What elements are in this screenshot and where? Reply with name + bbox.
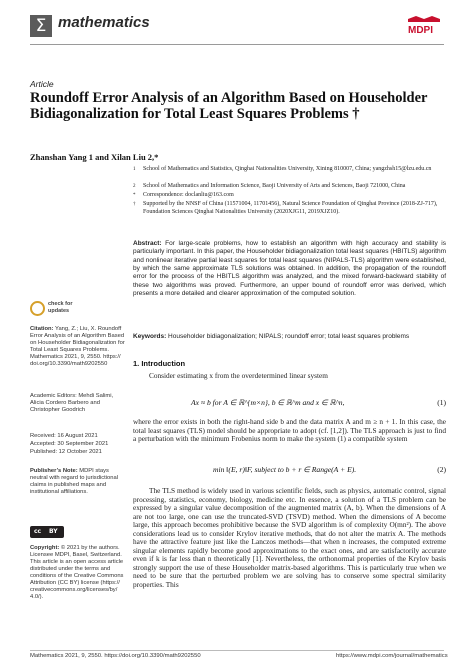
academic-editors: Academic Editors: Mehdi Salimi, Alicia Cordero Barbero and Christopher Goodrich	[30, 393, 114, 413]
footer-citation-link[interactable]: Mathematics 2021, 9, 2550. https://doi.org/10.3390/math9202550	[30, 653, 201, 659]
published-date: Published: 12 October 2021	[30, 449, 102, 455]
intro-paragraph-3: The TLS method is widely used in various scientific fields, such as physics, automatic control, signal processing, statistics, economy, biology, medicine etc. In essence, a solution of a TLS problem can be expressed by a singular value decomposition of the augmented matrix (A, b). When the dimensions of A are not too large, one can use the truncated-SVD (TSVD) method. When the dimensions of A become large, this approach becomes prohibitive because the SVD algorithm is of complexity O(mn²). The above considerations lead us to consider Krylov iterative methods, that do not alter the matrix A. The methods have the attractive feature just like the Lanczos methods—that when n increases, the computed extreme singular elements rapidly become good approximations to the exact ones, and are satisfactorily accurate even if k is far less than n theoretically [1]. Nevertheless, the orthonormal properties of the Krylov basis strongly support the use of these Householder matrix-based algorithms. This is particularly true when we need to be sure that the perturbed problem we are solving has to conserve some spectral similarity properties. This	[133, 486, 446, 589]
accepted-date: Accepted: 30 September 2021	[30, 441, 109, 447]
intro-paragraph-2: where the error exists in both the right-hand side b and the data matrix A and m ≥ n + 1. In this case, the total least squares (TLS) model should be appropriate to adopt (cf. [1,2]). The TLS approach is just to find a perturbation with the minimum Frobenius norm to make the system (1) a compatible system	[133, 417, 446, 443]
equation-2	[133, 465, 446, 475]
intro-paragraph-1: Consider estimating x from the overdetermined linear system	[149, 371, 328, 380]
author-list: Zhanshan Yang 1 and Xilan Liu 2,*	[30, 152, 159, 162]
copyright-notice: Copyright: © 2021 by the authors. Licensee MDPI, Basel, Switzerland. This article is an open access article distributed under the terms and conditions of the Creative Commons Attribution (CC BY) license (https:// creativecommons.org/licenses/by/ 4.0/).	[30, 545, 124, 600]
abstract-label: Abstract:	[133, 240, 162, 247]
keywords-text: Householder bidiagonalization; NIPALS; roundoff error; total least squares problems	[166, 333, 410, 340]
footer-journal-link[interactable]: https://www.mdpi.com/journal/mathematics	[336, 653, 448, 659]
keywords	[133, 333, 446, 341]
equation-2-expr: min ‖(E, r)‖F, subject to b + r ∈ Range(A + E).	[213, 465, 357, 474]
article-title: Roundoff Error Analysis of an Algorithm Based on Householder Bidiagonalization for Total Least Squares Problems †	[30, 90, 428, 122]
equation-2-number: (2)	[437, 465, 446, 474]
keywords-label: Keywords:	[133, 333, 167, 340]
equation-1	[133, 398, 446, 408]
correspondence: * Correspondence: doclanliu@163.com	[133, 192, 234, 198]
check-for-updates-link[interactable]: check for updates	[48, 301, 73, 314]
affiliation-1: 1 School of Mathematics and Statistics, Qinghai Nationalities University, Xining 810007, China; yangzhsh15@lzu.edu.cn	[133, 166, 432, 172]
citation: Citation: Yang, Z.; Liu, X. Roundoff Error Analysis of an Algorithm Based on Householder Bidiagonalization for Total Least Squares Problems. Mathematics 2021, 9, 2550. https:// doi.org/10.3390/math9202550	[30, 326, 125, 367]
section-heading-introduction: 1. Introduction	[133, 359, 186, 368]
journal-logo-icon: Σ	[30, 15, 52, 37]
abstract	[133, 240, 446, 298]
publisher-logo-text: MDPI	[408, 25, 433, 36]
cc-by-license-icon[interactable]: cc BY	[30, 526, 64, 538]
article-type: Article	[30, 79, 54, 89]
publisher-note: Publisher’s Note: MDPI stays neutral with regard to jurisdictional claims in published maps and institutional affiliations.	[30, 468, 118, 495]
footer-divider	[30, 650, 444, 651]
journal-name: mathematics	[58, 14, 150, 31]
abstract-text: For large-scale problems, how to establish an algorithm with high accuracy and stability is particularly important. In this paper, the Householder bidiagonalization total least squares (HBITLS) algorithm and nonlinear iterative partial least squares for total least squares (NIPALS-TLS) algorithm were established, by which the same approximate TLS solutions was obtained. In addition, the propagation of the roundoff error for the process of the HBITLS algorithm was analyzed, and the mixed forward-backward stability of these two algorithms was proved. Furthermore, an upper bound of roundoff error was derived, which presents a more detailed and clearer approximation of the computed solution.	[133, 240, 446, 298]
funding-note: † Supported by the NNSF of China (11571004, 11701456), Natural Science Foundation of Qinghai Province (2018-ZJ-717), Foundation Sciences Qinghai Nationalities University (2020XJG11, 2019XJZ10).	[133, 201, 438, 215]
mdpi-logo-icon	[404, 16, 444, 36]
equation-1-expr: Ax ≈ b for A ∈ ℝ^{m×n}, b ∈ ℝ^m and x ∈ ℝ^n,	[191, 398, 345, 407]
check-for-updates-icon[interactable]	[30, 301, 45, 316]
received-date: Received: 16 August 2021	[30, 433, 98, 439]
header-divider	[30, 44, 444, 45]
equation-1-number: (1)	[437, 398, 446, 407]
affiliation-2: 2 School of Mathematics and Information Science, Baoji University of Arts and Sciences, Baoji 721000, China	[133, 183, 406, 189]
